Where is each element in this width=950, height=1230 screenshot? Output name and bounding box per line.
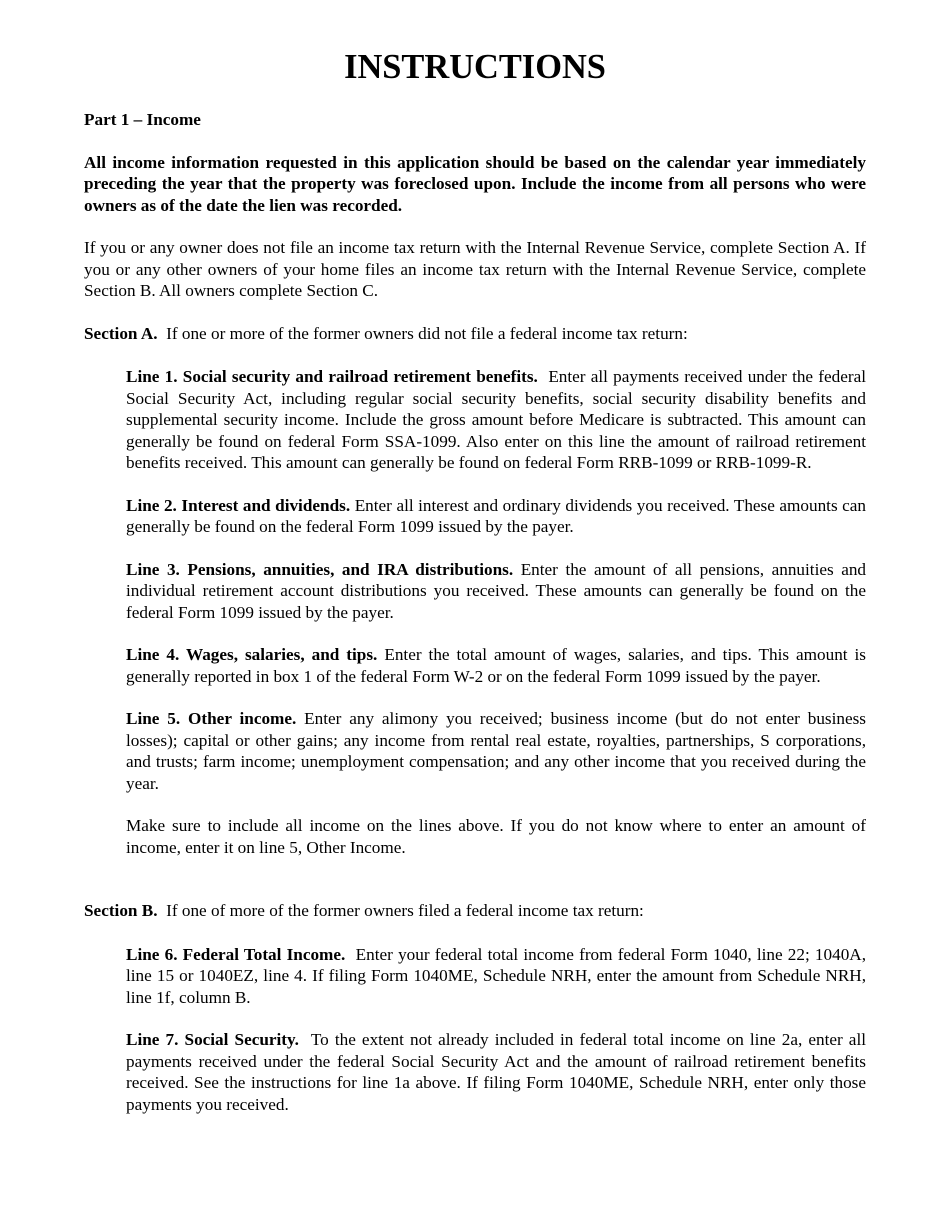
instructions-page	[84, 48, 867, 1115]
line-2-para	[126, 495, 866, 538]
line-1-label: Line 1. Social security and railroad retirement benefits.	[126, 367, 538, 386]
line-2-text: Enter all interest and ordinary dividends you received. These amounts can generally be found on the federal Form 1099 issued by the payer.	[126, 495, 867, 536]
section-b-label: Section B.	[84, 901, 158, 920]
line-3-label: Line 3. Pensions, annuities, and IRA distributions.	[126, 559, 514, 579]
line-6-label: Line 6. Federal Total Income.	[126, 944, 346, 964]
line-1-text: Enter all payments received under the federal Social Security Act, including regular social security benefits, social security disability benefits and supplemental security income. Include the gross amount before Medicare is subtracted. This amount can generally be found on federal Form SSA-1099. Also enter on this line the amount of railroad retirement benefits received. This amount can generally be found on federal Form RRB-1099 or RRB-1099-R.	[126, 367, 866, 472]
section-a-label: Section A.	[84, 323, 158, 343]
line-7-para	[126, 1029, 866, 1115]
line-3-text: Enter the amount of all pensions, annuities and individual retirement account distributions you received. These amounts can generally be found on the federal Form 1099 issued by the payer.	[126, 559, 867, 622]
section-b-text: If one of more of the former owners filed a federal income tax return:	[166, 901, 644, 920]
line-4-label: Line 4. Wages, salaries, and tips.	[126, 645, 378, 664]
section-b-lines	[126, 944, 866, 1116]
line-4-text: Enter the total amount of wages, salaries, and tips. This amount is generally reported in box 1 of the federal Form W-2 or on the federal Form 1099 issued by the payer.	[126, 645, 867, 686]
part1-bold-intro: All income information requested in this application should be based on the calendar year immediately preceding the year that the property was foreclosed upon. Include the income from all persons who were owners as of the date the lien was recorded.	[84, 152, 866, 215]
line-7-label: Line 7. Social Security.	[126, 1030, 299, 1049]
line-7-text: To the extent not already included in federal total income on line 2a, enter all payments received under the federal Social Security Act and the amount of railroad retirement benefits received. See the instructions for line 1a above. If filing Form 1040ME, Schedule NRH, enter only those payments you received.	[126, 1030, 866, 1114]
line-3-para	[126, 559, 866, 624]
part1-heading: Part 1 – Income	[84, 110, 201, 129]
section-a-heading	[84, 323, 866, 345]
line-4-para	[126, 644, 866, 687]
section-a-note: Make sure to include all income on the lines above. If you do not know where to enter an amount of income, enter it on line 5, Other Income.	[126, 816, 866, 857]
line-6-para	[126, 944, 866, 1009]
section-a-lines	[126, 366, 866, 858]
line-5-label: Line 5. Other income.	[126, 709, 297, 728]
line-1-para	[126, 366, 866, 474]
section-a-text: If one or more of the former owners did not file a federal income tax return:	[166, 323, 688, 343]
line-6-text: Enter your federal total income from federal Form 1040, line 22; 1040A, line 15 or 1040EZ, line 4. If filing Form 1040ME, Schedule NRH, enter the amount from Schedule NRH, line 1f, column B.	[126, 944, 867, 1007]
line-2-label: Line 2. Interest and dividends.	[126, 495, 351, 515]
line-5-text: Enter any alimony you received; business income (but do not enter business losses); capital or other gains; any income from rental real estate, royalties, partnerships, S corporations, and trusts; farm income; unemployment compensation; and any other income that you received during the year.	[126, 709, 866, 793]
part1-intro: If you or any owner does not file an income tax return with the Internal Revenue Service, complete Section A. If you or any other owners of your home files an income tax return with the Internal Revenue Service, complete Section B. All owners complete Section C.	[84, 238, 866, 300]
line-5-para	[126, 708, 866, 794]
section-b-heading	[84, 900, 866, 922]
page-title: INSTRUCTIONS	[344, 48, 606, 86]
